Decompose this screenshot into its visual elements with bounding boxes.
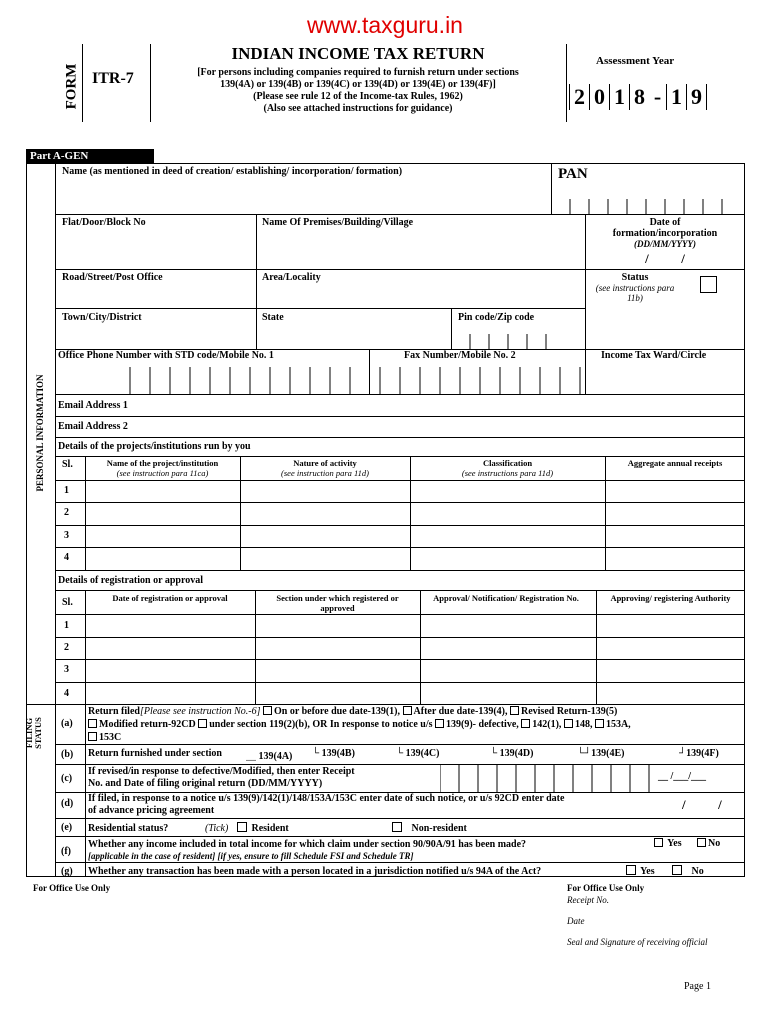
resident-option[interactable]: Resident [237,822,289,834]
filing-d-text [88,793,648,817]
filing-e-label: (e) [61,822,73,833]
g-no-option[interactable]: No [672,865,704,877]
filing-c-text [88,766,355,790]
filing-c-line1: If revised/in response to defective/Modified, then enter Receipt [88,766,355,777]
opt-139-5: Revised Return-139(5) [520,706,618,717]
flat-label: Flat/Door/Block No [62,217,146,228]
date-formation-input[interactable]: / / [645,251,685,266]
header-sub3: (Please see rule 12 of the Income-tax Rules, 1962) [253,91,463,102]
return-filed-note: [Please see instruction No.-6] [139,706,261,717]
header-sub4: (Also see attached instructions for guidance) [263,103,453,114]
projects-col3-label: Classification [482,458,533,468]
f-yes-option[interactable]: Yes [654,838,682,849]
opt-139-1: On or before due date-139(1), [274,706,401,717]
projects-col2-label: Nature of activity [293,458,357,468]
opt-139-4b[interactable]: └ 139(4B) [312,748,355,759]
phone-label: Office Phone Number with STD code/Mobile No. 1 [58,350,274,361]
projects-col1-header [85,458,240,478]
receipt-no-label: Receipt No. [567,895,609,905]
pincode-label: Pin code/Zip code [458,312,535,323]
tick-note: (Tick) [205,823,229,834]
date-formation-label1: Date of [649,217,681,228]
opt-139-9: 139(9)- defective, [446,719,519,730]
filing-b-text: Return furnished under section [88,748,222,759]
personal-information-label: PERSONAL INFORMATION [35,374,45,492]
checkbox-119[interactable] [198,719,207,728]
projects-col3-note: (see instructions para 11d) [461,468,554,478]
table-row: 1 [64,620,69,631]
phone-digit-grid [125,367,585,394]
pincode-input-boxes[interactable] [451,334,585,349]
checkbox-153c[interactable] [88,732,97,741]
registration-col2-header [255,593,420,613]
registration-col2-label: Section under which registered or [276,593,399,603]
opt-139-4e[interactable]: └┘139(4E) [577,748,625,759]
opt-139-4c[interactable]: └ 139(4C) [396,748,440,759]
filing-f-label: (f) [61,846,71,857]
filing-d-label: (d) [61,798,74,809]
filing-d-line1: If filed, in response to a notice u/s 139(9)/142(1)/148/153A/153C enter date of such notice, or u/s 92CD enter date [88,793,565,804]
projects-sl-header: Sl. [62,459,73,470]
opt-153a: 153A, [605,719,631,730]
filing-a-line3 [88,732,121,743]
opt-139-4f[interactable]: ┘139(4F) [679,748,719,759]
opt-148: 148, [574,719,593,730]
filing-f-line1: Whether any income included in total income for which claim under section 90/90A/91 has been made? [88,839,527,850]
projects-col3-header [410,458,605,478]
filing-d-line2: of advance pricing agreement [88,805,215,816]
residential-status-label: Residential status? [88,823,169,834]
notice-date[interactable]: / / [682,797,722,812]
ay-dash: - [653,84,662,109]
checkbox-139-1[interactable] [263,706,272,715]
filing-c-line2: No. and Date of filing original return (DD/MM/YYYY) [88,778,323,789]
filing-status-label: FILING STATUS [24,717,43,749]
ward-label: Income Tax Ward/Circle [601,350,707,361]
ay-digit: 9 [686,84,707,110]
projects-col2-header [240,458,410,478]
opt-139-4a[interactable]: ⸏ 139(4A) [246,751,293,762]
opt-119: under section 119(2)(b), OR In response to notice u/s [209,719,433,730]
registration-col1-header: Date of registration or approval [112,593,228,603]
projects-col1-label: Name of the project/institution [106,458,219,468]
opt-153c: 153C [99,732,122,743]
registration-col3-header: Approval/ Notification/ Registration No. [433,593,579,603]
pincode-digit-grid [451,334,585,349]
status-block [585,272,685,303]
opt-142-1: 142(1), [532,719,562,730]
f-no-option[interactable]: No [697,838,720,849]
checkbox-153a[interactable] [595,719,604,728]
assessment-year [569,84,707,110]
pan-label: PAN [558,166,588,182]
table-row: 3 [64,664,69,675]
pan-digit-grid [551,199,745,214]
receipt-digit-grid [440,764,650,792]
date-label: Date [567,916,585,926]
ay-digit: 1 [666,84,686,110]
registration-col2-label2: approved [320,603,355,613]
filing-g-text: Whether any transaction has been made with a person located in a jurisdiction notified u/s 94A of the Act? [88,866,542,877]
town-label: Town/City/District [62,312,142,323]
fax-label: Fax Number/Mobile No. 2 [404,350,516,361]
name-label: Name (as mentioned in deed of creation/ establishing/ incorporation/ formation) [62,166,403,177]
projects-col1-note: (see instruction para 11ca) [116,468,209,478]
projects-title: Details of the projects/institutions run by you [58,441,251,452]
filing-a-line2 [88,719,631,730]
status-note1: (see instructions para [595,283,675,293]
email1-label: Email Address 1 [58,400,128,411]
projects-col2-note: (see instruction para 11d) [281,468,369,478]
office-use-right: For Office Use Only [567,883,645,893]
date-formation-block [585,217,745,267]
table-row: 4 [64,552,69,563]
status-label: Status [621,272,649,283]
ay-digit: 8 [629,84,649,110]
table-row: 2 [64,642,69,653]
projects-col4-header: Aggregate annual receipts [627,458,723,468]
page-number: Page 1 [684,981,711,992]
registration-sl-header: Sl. [62,597,73,608]
watermark-url: www.taxguru.in [307,12,463,38]
road-label: Road/Street/Post Office [62,272,163,283]
ay-digit: 2 [569,84,589,110]
date-formation-label2: formation/incorporation [612,228,718,239]
receipt-number-boxes[interactable] [440,764,650,792]
checkbox-148[interactable] [564,719,573,728]
filing-c-label: (c) [61,773,73,784]
registration-title: Details of registration or approval [58,575,203,586]
office-use-left: For Office Use Only [33,883,111,893]
premises-label: Name Of Premises/Building/Village [262,217,414,228]
header-sub1: [For persons including companies required to furnish return under sections [197,67,519,78]
checkbox-139-5[interactable] [510,706,519,715]
filing-a-label: (a) [61,718,73,729]
registration-col4-header: Approving/ registering Authority [610,593,731,603]
checkbox-142-1[interactable] [521,719,530,728]
return-filed-label: Return filed [88,706,140,717]
non-resident-option[interactable]: Non-resident [392,822,467,834]
part-a-gen-header: Part A-GEN [26,149,154,163]
form-number: ITR-7 [92,70,134,87]
opt-139-4d[interactable]: └ 139(4D) [490,748,534,759]
status-note2: 11b) [627,293,643,303]
checkbox-139-9[interactable] [435,719,444,728]
header-sub2: 139(4A) or 139(4B) or 139(4C) or 139(4D) or 139(4E) or 139(4F)] [220,79,496,90]
g-yes-option[interactable]: Yes [626,865,655,877]
opt-92cd: Modified return-92CD [99,719,196,730]
date-formation-format: (DD/MM/YYYY) [634,239,696,249]
opt-139-4: After due date-139(4), [413,706,508,717]
area-label: Area/Locality [262,272,321,283]
checkbox-139-4[interactable] [403,706,412,715]
form-label-block [55,60,95,120]
state-label: State [262,312,284,323]
status-checkbox[interactable] [700,276,717,293]
ay-digit: 0 [589,84,609,110]
seal-signature-label: Seal and Signature of receiving official [567,937,708,947]
original-return-date[interactable]: __ /___/___ [658,771,707,782]
table-row: 2 [64,507,69,518]
phone-input-boxes[interactable] [125,367,585,394]
filing-g-label: (g) [61,866,73,877]
filing-f-note: [applicable in the case of resident] [if yes, ensure to fill Schedule FSI and Schedule TR] [88,851,414,861]
pan-input-boxes[interactable] [551,199,745,214]
assessment-year-label: Assessment Year [596,55,675,67]
table-row: 1 [64,485,69,496]
header-title-block [150,44,566,115]
form-label: FORM [63,63,80,110]
ay-digit: 1 [609,84,629,110]
filing-b-label: (b) [61,749,74,760]
email2-label: Email Address 2 [58,421,128,432]
checkbox-92cd[interactable] [88,719,97,728]
filing-a-line1 [88,706,617,717]
return-title: INDIAN INCOME TAX RETURN [231,44,485,63]
table-row: 4 [64,688,69,699]
table-row: 3 [64,530,69,541]
